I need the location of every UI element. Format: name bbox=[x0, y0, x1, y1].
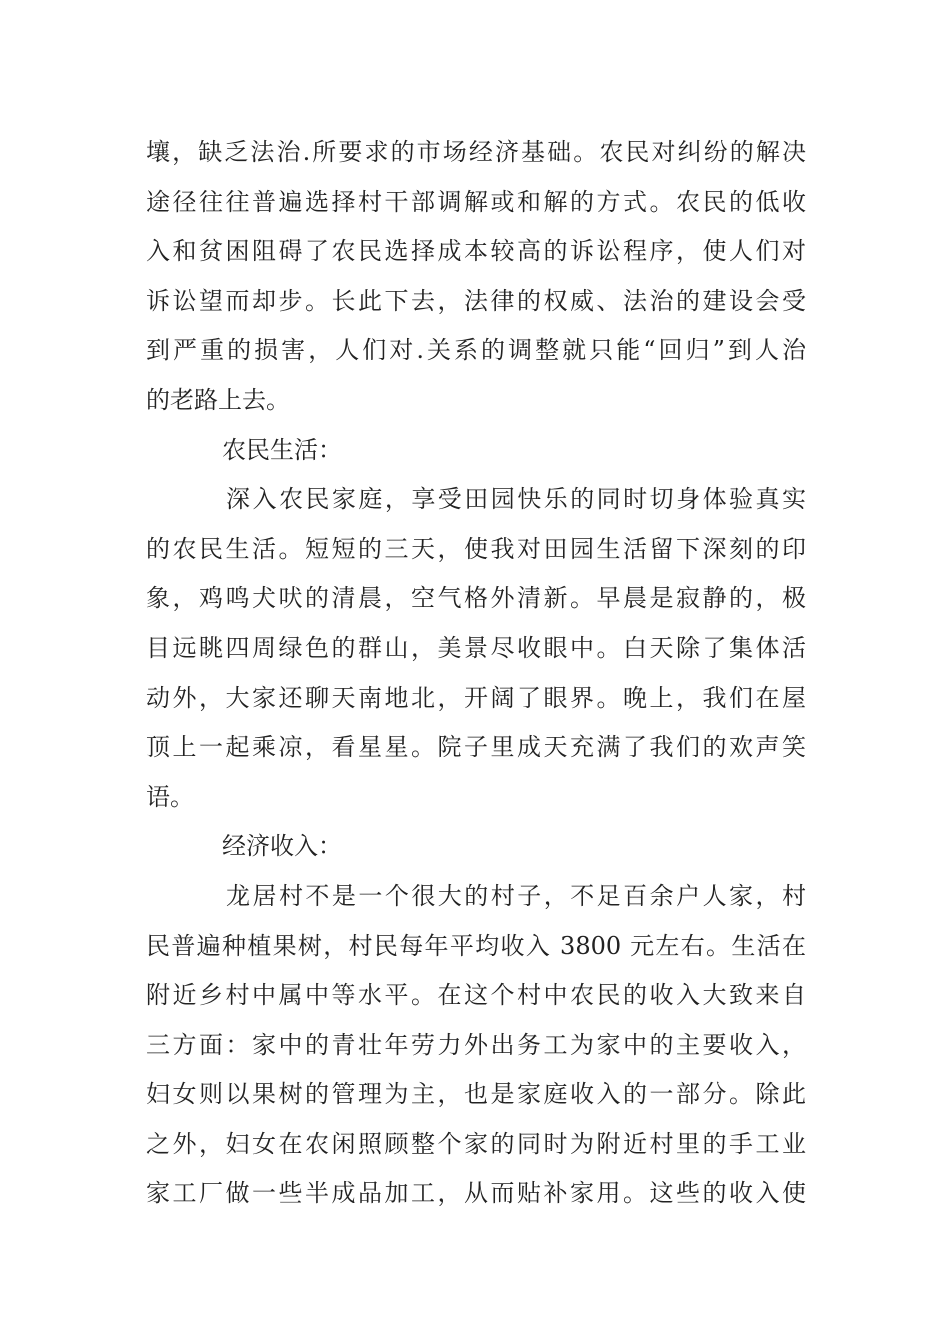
paragraph-2-line-2: 的农民生活。短短的三天，使我对田园生活留下深刻的印 bbox=[146, 534, 806, 563]
section-heading-farmer-life: 农民生活： bbox=[222, 435, 342, 464]
paragraph-3-line-5: 妇女则以果树的管理为主，也是家庭收入的一部分。除此 bbox=[146, 1080, 806, 1109]
paragraph-3-line-6: 之外，妇女在农闲照顾整个家的同时为附近村里的手工业 bbox=[146, 1129, 806, 1158]
paragraph-3-line-7: 家工厂做一些半成品加工，从而贴补家用。这些的收入使 bbox=[146, 1179, 806, 1208]
paragraph-2-line-5: 动外，大家还聊天南地北，开阔了眼界。晚上，我们在屋 bbox=[146, 683, 806, 712]
paragraph-1-line-2: 途径往往普遍选择村干部调解或和解的方式。农民的低收 bbox=[146, 187, 806, 216]
paragraph-1-line-6: 的老路上去。 bbox=[146, 385, 290, 414]
paragraph-2-line-6: 顶上一起乘凉，看星星。院子里成天充满了我们的欢声笑 bbox=[146, 733, 806, 762]
paragraph-2-line-4: 目远眺四周绿色的群山，美景尽收眼中。白天除了集体活 bbox=[146, 633, 806, 662]
paragraph-2-line-1: 深入农民家庭，享受田园快乐的同时切身体验真实 bbox=[226, 485, 806, 514]
paragraph-2-line-7: 语。 bbox=[146, 782, 194, 811]
document-body bbox=[146, 128, 806, 1219]
paragraph-1-line-3: 入和贫困阻碍了农民选择成本较高的诉讼程序，使人们对 bbox=[146, 237, 806, 266]
paragraph-2-line-3: 象，鸡鸣犬吠的清晨，空气格外清新。早晨是寂静的，极 bbox=[146, 584, 806, 613]
paragraph-1-line-5: 到严重的损害，人们对.关系的调整就只能“回归”到人治 bbox=[146, 336, 806, 365]
paragraph-3-line-4: 三方面：家中的青壮年劳力外出务工为家中的主要收入， bbox=[146, 1030, 806, 1059]
section-heading-income: 经济收入： bbox=[222, 832, 342, 861]
paragraph-1-line-1: 壤，缺乏法治.所要求的市场经济基础。农民对纠纷的解决 bbox=[146, 138, 806, 166]
paragraph-1-line-4: 诉讼望而却步。长此下去，法律的权威、法治的建设会受 bbox=[146, 286, 806, 315]
paragraph-3-line-1: 龙居村不是一个很大的村子，不足百余户人家，村 bbox=[226, 881, 806, 910]
paragraph-3-line-3: 附近乡村中属中等水平。在这个村中农民的收入大致来自 bbox=[146, 981, 806, 1010]
paragraph-3-line-2: 民普遍种植果树，村民每年平均收入 3800 元左右。生活在 bbox=[146, 931, 806, 960]
